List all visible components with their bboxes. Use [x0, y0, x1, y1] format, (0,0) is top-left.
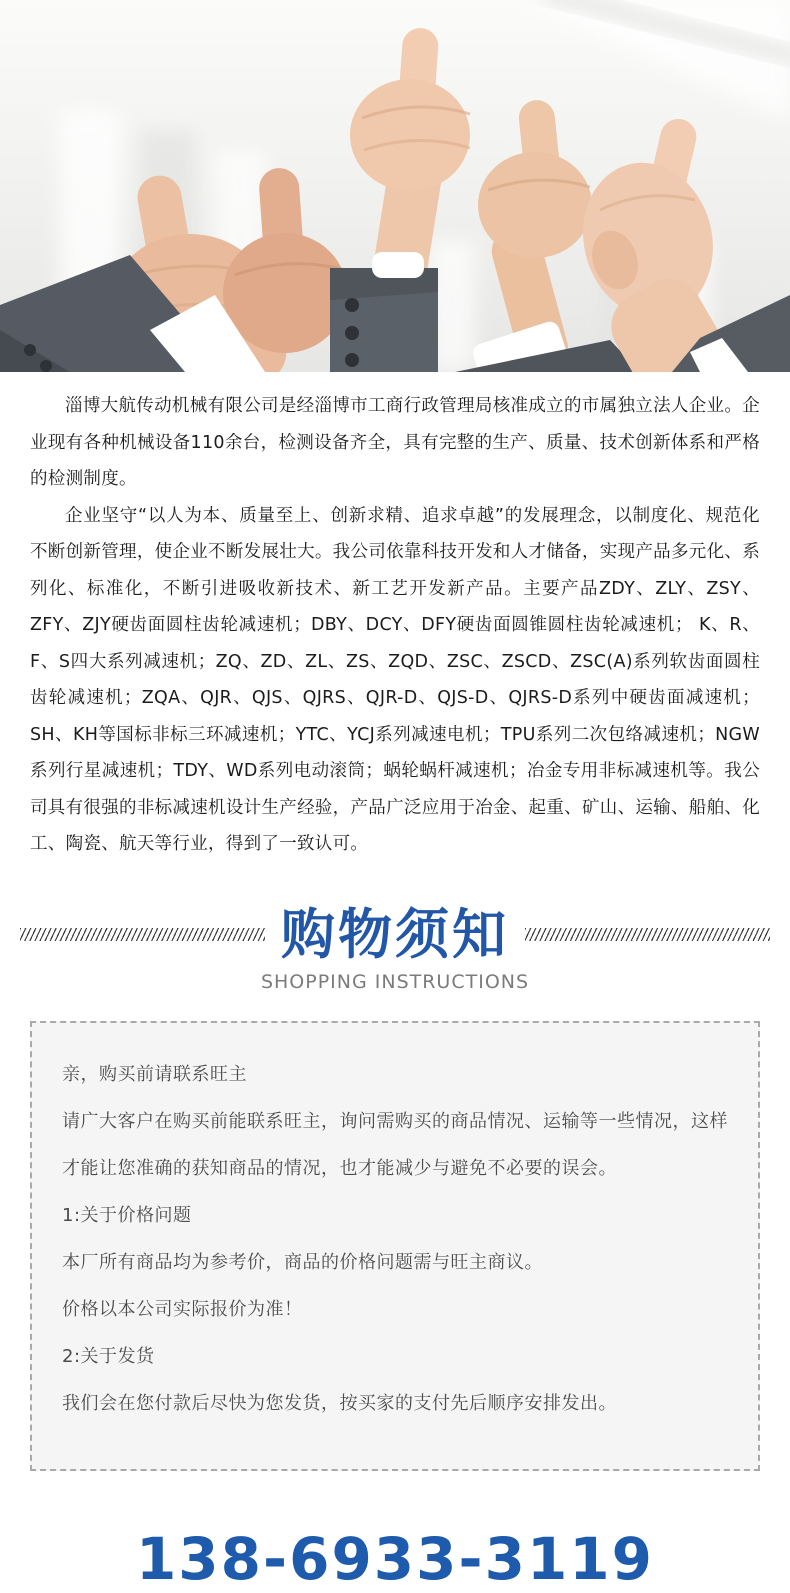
phone-number: 138-6933-3119 — [135, 1524, 655, 1593]
hatch-decoration-right — [525, 928, 770, 941]
notice-line: 亲，购买前请联系旺主 — [62, 1063, 247, 1085]
notice-line: 2:关于发货 — [62, 1345, 155, 1367]
notice-line: 价格以本公司实际报价为准！ — [62, 1298, 303, 1320]
hatch-decoration-left — [20, 928, 265, 941]
notice-line: 请广大客户在购买前能联系旺主，询问需购买的商品情况、运输等一些情况，这样才能让您准确的获知商品的情况，也才能减少与避免不必要的误会。 — [62, 1110, 728, 1179]
suit-sleeve — [330, 252, 438, 372]
section-header — [0, 902, 790, 993]
company-intro-paragraph-2: 企业坚守“以人为本、质量至上、创新求精、追求卓越”的发展理念，以制度化、规范化不断创新管理，使企业不断发展壮大。我公司依靠科技开发和人才储备，实现产品多元化、系列化、标准化，不断引进吸收新技术、新工艺开发新产品。主要产品ZDY、ZLY、ZSY、ZFY、ZJY硬齿面圆柱齿轮减速机；DBY、DCY、DFY硬齿面圆锥圆柱齿轮减速机； K、R、F、S四大系列减速机；ZQ、ZD、ZL、ZS、ZQD、ZSC、ZSCD、ZSC(A)系列软齿面圆柱齿轮减速机；ZQA、QJR、QJS、QJRS、QJR-D、QJS-D、QJRS-D系列中硬齿面减速机；SH、KH等国标非标三环减速机；YTC、YCJ系列减速电机；TPU系列二次包络减速机；NGW系列行星减速机；TDY、WD系列电动滚筒；蜗轮蜗杆减速机；冶金专用非标减速机等。我公司具有很强的非标减速机设计生产经验，产品广泛应用于冶金、起重、矿山、运输、船舶、化工、陶瓷、航天等行业，得到了一致认可。 — [30, 505, 760, 854]
notice-line: 本厂所有商品均为参考价，商品的价格问题需与旺主商议。 — [62, 1251, 543, 1273]
notice-line: 1:关于价格问题 — [62, 1204, 192, 1226]
section-subtitle: SHOPPING INSTRUCTIONS — [260, 970, 530, 993]
section-title: 购物须知 — [281, 902, 509, 966]
shopping-notice-box — [30, 1021, 760, 1471]
company-intro — [0, 372, 790, 863]
notice-line: 我们会在您付款后尽快为您发货，按买家的支付先后顺序安排发出。 — [62, 1392, 617, 1414]
thumbs-up-hero-photo — [0, 0, 790, 372]
company-intro-paragraph-1: 淄博大航传动机械有限公司是经淄博市工商行政管理局核准成立的市属独立法人企业。企业现有各种机械设备110余台，检测设备齐全，具有完整的生产、质量、技术创新体系和严格的检测制度。 — [30, 396, 760, 489]
